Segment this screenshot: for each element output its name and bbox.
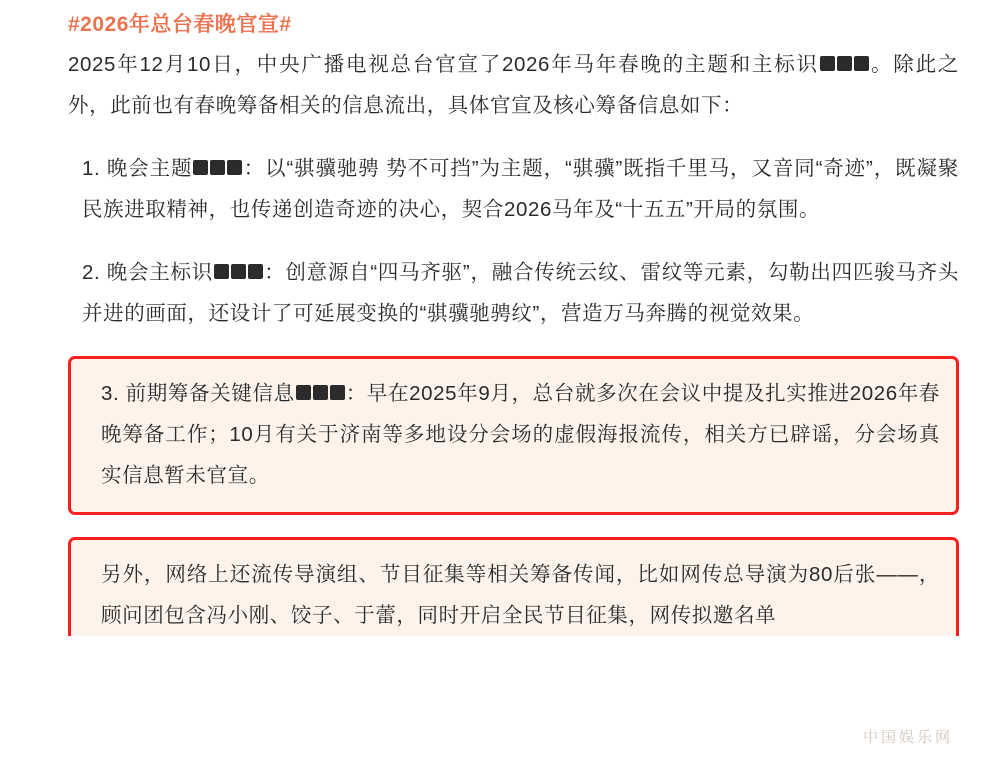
paragraph-intro-text-1: 2025年12月10日，中央广播电视总台官宣了2026年马年春晚的主题和主标识: [68, 53, 819, 76]
paragraph-item-3-text-2: ：早在2025年9月，总台就多次在会议中提及扎实推进2026年春晚筹备工作；10月有关于济南等多地设分会场的虚假海报流传，相关方已辟谣，分会场真实信息暂未官宣。: [101, 382, 940, 487]
paragraph-item-1-text-1: 1. 晚会主题: [82, 157, 193, 180]
redaction-block: [210, 160, 225, 175]
highlight-box-item-4: [68, 537, 959, 636]
redaction-block: [854, 56, 869, 71]
paragraph-intro: [68, 44, 959, 126]
paragraph-item-2-text-1: 2. 晚会主标识: [82, 261, 213, 284]
paragraph-item-4: [87, 554, 940, 636]
redaction-block: [837, 56, 852, 71]
paragraph-item-1: [68, 148, 959, 230]
redaction-block: [231, 264, 246, 279]
paragraph-item-3: [87, 373, 940, 496]
document-body: [68, 44, 959, 636]
redaction-block: [193, 160, 208, 175]
redaction-block: [330, 385, 345, 400]
highlight-box-item-3: [68, 356, 959, 515]
page-title: #2026年总台春晚官宣#: [68, 13, 292, 36]
redaction-block: [214, 264, 229, 279]
watermark: 中国娱乐网: [862, 729, 953, 746]
paragraph-intro-text-2: 。除此之外，此前也有春晚筹备相关的信息流出，具体官宣及核心筹备信息如下：: [68, 53, 959, 117]
paragraph-item-3-text-1: 3. 前期筹备关键信息: [101, 382, 295, 405]
paragraph-item-2-text-2: ：创意源自“四马齐驱”，融合传统云纹、雷纹等元素，勾勒出四匹骏马齐头并进的画面，还设计了可延展变换的“骐骥驰骋纹”，营造万马奔腾的视觉效果。: [82, 261, 959, 325]
paragraph-item-1-text-2: ：以“骐骥驰骋 势不可挡”为主题，“骐骥”既指千里马，又音同“奇迹”，既凝聚民族进取精神，也传递创造奇迹的决心，契合2026马年及“十五五”开局的氛围。: [82, 157, 959, 221]
redaction-block: [313, 385, 328, 400]
redaction-block: [296, 385, 311, 400]
paragraph-item-2: [68, 252, 959, 334]
paragraph-item-4-text: 另外，网络上还流传导演组、节目征集等相关筹备传闻，比如网传总导演为80后张——，顾问团包含冯小刚、饺子、于蕾，同时开启全民节目征集，网传拟邀名单: [101, 563, 940, 627]
redaction-block: [227, 160, 242, 175]
redaction-block: [820, 56, 835, 71]
redaction-block: [248, 264, 263, 279]
